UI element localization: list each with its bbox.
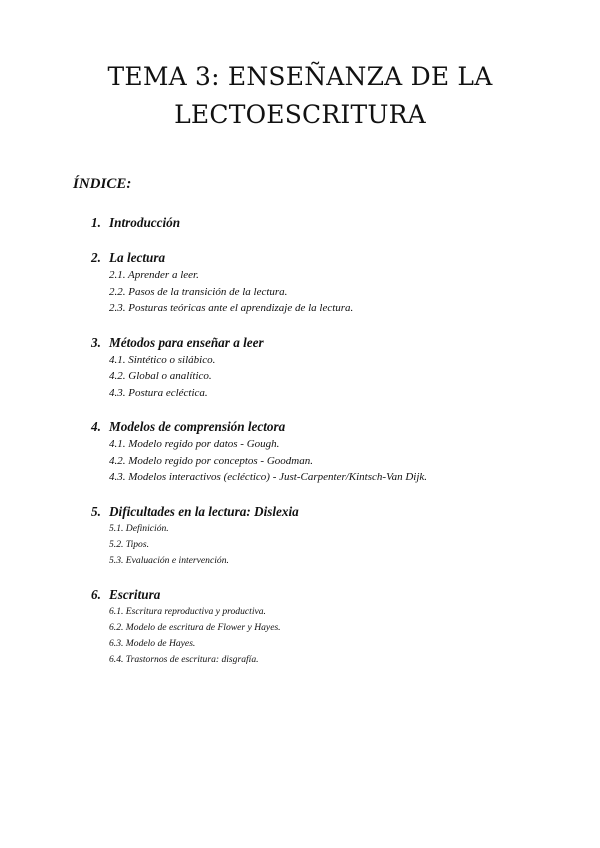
section-heading [91,503,581,521]
toc-subitem: 5.1. Definición. [109,522,169,534]
table-of-contents [91,214,581,668]
toc-subitem: 5.3. Evaluación e intervención. [109,554,229,566]
subitem-list [91,352,581,402]
toc-section-metodos [91,334,581,402]
toc-subitem: 4.1. Sintético o silábico. [109,353,216,366]
section-number: 4. [91,419,101,434]
toc-subitem: 4.2. Modelo regido por conceptos - Goodman. [109,454,313,467]
title-line-1: TEMA 3: ENSEÑANZA DE LA [107,62,493,91]
subitem-list [91,436,581,486]
toc-section-dificultades [91,503,581,569]
section-number: 2. [91,250,101,265]
section-number: 5. [91,503,101,519]
toc-section-la-lectura [91,249,581,317]
section-title: Modelos de comprensión lectora [109,419,286,434]
toc-subitem: 6.1. Escritura reproductiva y productiva. [109,605,266,617]
section-title: Escritura [109,586,161,602]
toc-subitem: 2.1. Aprender a leer. [109,269,199,281]
index-heading: ÍNDICE: [73,176,132,192]
toc-subitem: 6.3. Modelo de Hayes. [109,637,196,649]
toc-subitem: 4.3. Postura ecléctica. [109,386,208,399]
title-line-2: LECTOESCRITURA [174,100,426,129]
section-title: Métodos para enseñar a leer [109,334,264,350]
section-heading [91,214,581,232]
section-heading [91,586,581,604]
section-title: Dificultades en la lectura: Dislexia [109,503,299,519]
subitem-list [91,604,581,668]
subitem-list [91,521,581,569]
toc-section-escritura [91,586,581,668]
section-heading [91,334,581,352]
section-title: Introducción [109,215,181,230]
toc-section-modelos [91,418,581,486]
toc-subitem: 2.2. Pasos de la transición de la lectura. [109,285,288,298]
toc-subitem: 5.2. Tipos. [109,538,149,550]
toc-subitem: 2.3. Posturas teóricas ante el aprendizaje de la lectura. [109,302,354,314]
toc-subitem: 6.4. Trastornos de escritura: disgrafía. [109,653,259,665]
toc-subitem: 6.2. Modelo de escritura de Flower y Hayes. [109,621,281,633]
section-number: 3. [91,334,101,350]
toc-subitem: 4.3. Modelos interactivos (ecléctico) - Just-Carpenter/Kintsch-Van Dijk. [109,471,428,483]
document-title [0,58,600,134]
toc-section-introduccion [91,214,581,232]
section-heading [91,418,581,436]
section-heading [91,249,581,267]
section-title: La lectura [109,250,166,265]
subitem-list [91,267,581,317]
toc-subitem: 4.2. Global o analítico. [109,370,212,382]
section-number: 6. [91,586,101,602]
section-number: 1. [91,215,101,230]
toc-subitem: 4.1. Modelo regido por datos - Gough. [109,438,280,450]
